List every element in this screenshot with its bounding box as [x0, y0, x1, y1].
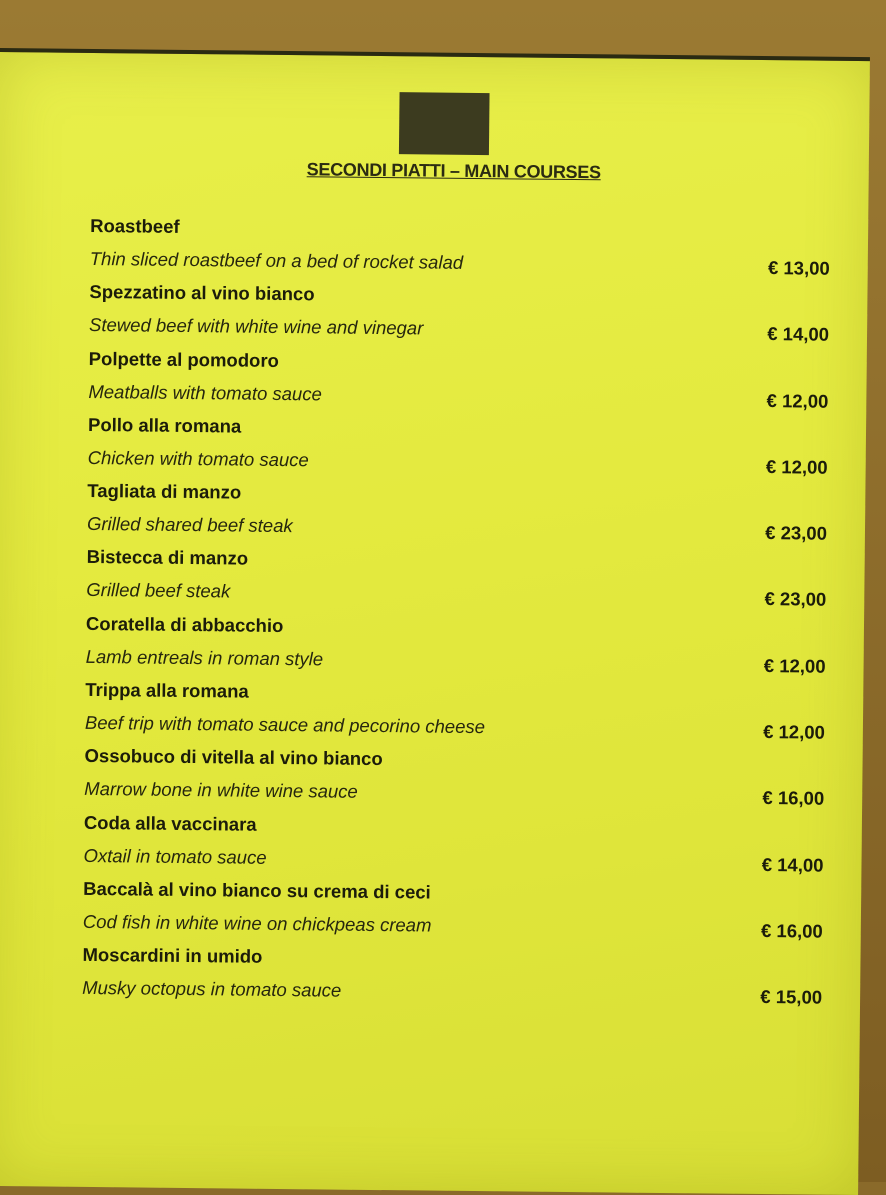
dish-price: € 23,00 [765, 522, 828, 544]
dish-name: Roastbeef [90, 214, 180, 237]
dish-price: € 14,00 [767, 323, 830, 345]
dish-description: Musky octopus in tomato sauce [82, 977, 342, 1001]
dish-name: Moscardini in umido [82, 944, 263, 968]
dish-name: Coratella di abbacchio [85, 612, 284, 636]
dish-name: Spezzatino al vino bianco [89, 281, 315, 305]
dish-description: Grilled shared beef steak [86, 513, 293, 537]
dish-price: € 12,00 [766, 389, 829, 412]
dish-name: Trippa alla romana [85, 679, 249, 702]
dish-name: Baccalà al vino bianco su crema di ceci [83, 877, 431, 903]
dish-description: Stewed beef with white wine and vinegar [88, 314, 424, 339]
menu-item [82, 944, 823, 1018]
dish-description: Meatballs with tomato sauce [88, 380, 322, 404]
dish-name: Bistecca di manzo [86, 546, 249, 570]
dish-name: Pollo alla romana [87, 413, 242, 437]
dish-name: Polpette al pomodoro [88, 347, 279, 371]
menu-item [86, 546, 827, 620]
menu-item [83, 812, 824, 886]
dish-description: Grilled beef steak [86, 579, 231, 602]
menu-item [88, 348, 829, 422]
dish-name: Coda alla vaccinara [83, 811, 257, 835]
dish-price: € 14,00 [761, 853, 824, 876]
dish-name: Ossobuco di vitella al vino bianco [84, 745, 383, 770]
dish-name: Tagliata di manzo [87, 480, 242, 503]
menu-list [82, 215, 830, 1018]
menu-item [87, 414, 828, 488]
menu-item [89, 281, 830, 355]
menu-sheet [0, 48, 870, 1195]
menu-item [83, 878, 824, 952]
dish-description: Oxtail in tomato sauce [83, 844, 267, 868]
menu-item [85, 613, 826, 687]
dish-description: Thin sliced roastbeef on a bed of rocket salad [89, 247, 464, 273]
dish-price: € 13,00 [767, 257, 830, 279]
dish-description: Lamb entreals in roman style [85, 645, 324, 670]
dish-price: € 16,00 [760, 919, 823, 942]
dish-price: € 12,00 [765, 455, 828, 478]
dish-description: Beef trip with tomato sauce and pecorino cheese [84, 712, 486, 738]
menu-item [85, 679, 826, 753]
menu-heading: SECONDI PIATTI – MAIN COURSES [306, 159, 601, 183]
dish-price: € 23,00 [764, 588, 827, 611]
dish-price: € 15,00 [760, 986, 823, 1008]
restaurant-logo [399, 92, 490, 155]
dish-description: Cod fish in white wine on chickpeas cream [82, 910, 432, 936]
dish-description: Marrow bone in white wine sauce [84, 778, 358, 803]
dish-description: Chicken with tomato sauce [87, 446, 309, 471]
dish-price: € 12,00 [763, 654, 826, 677]
menu-item [90, 215, 831, 289]
dish-price: € 12,00 [763, 721, 825, 743]
menu-item [84, 745, 825, 819]
dish-price: € 16,00 [762, 787, 825, 810]
menu-item [87, 480, 828, 554]
